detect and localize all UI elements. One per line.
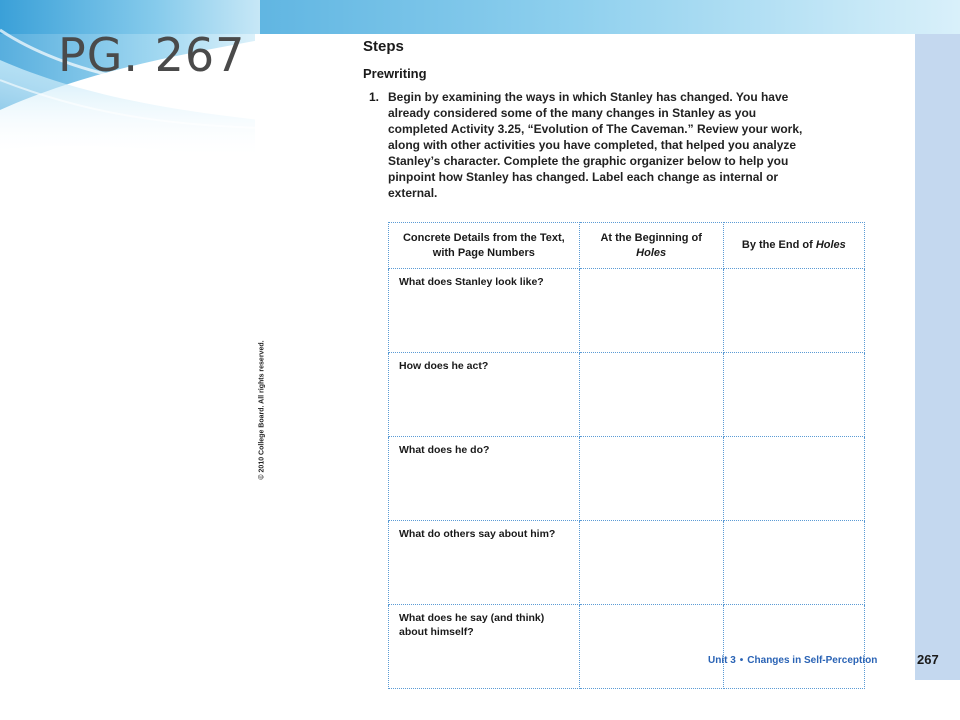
step-number: 1. (369, 90, 380, 104)
prewriting-heading: Prewriting (363, 66, 427, 81)
end-cell (723, 521, 864, 605)
header-end (723, 223, 864, 269)
table-row (389, 437, 865, 521)
page-footer (708, 655, 877, 666)
footer-topic: Changes in Self-Perception (747, 655, 878, 666)
footer-separator: • (739, 655, 744, 666)
question-cell: What do others say about him? (389, 521, 580, 605)
end-cell (723, 605, 864, 689)
beginning-cell (579, 353, 723, 437)
table-row (389, 521, 865, 605)
page-side-bar (915, 34, 960, 680)
copyright-notice: © 2010 College Board. All rights reserved. (258, 340, 266, 480)
beginning-cell (579, 269, 723, 353)
step-instructions: Begin by examining the ways in which Stanley has changed. You have already considered some of the many changes in Stanley as you completed Activity 3.25, “Evolution of The Caveman.” Review your work, along with other activities you have completed, that helped you analyze Stanley’s character. Complete the graphic organizer below to help you pinpoint how Stanley has changed. Label each change as internal or external. (388, 90, 803, 200)
beginning-cell (579, 521, 723, 605)
header-beginning-prefix: At the Beginning of (600, 231, 702, 244)
question-cell: How does he act? (389, 353, 580, 437)
page-number: 267 (917, 652, 939, 667)
beginning-cell (579, 605, 723, 689)
header-end-prefix: By the End of (741, 239, 816, 251)
beginning-cell (579, 437, 723, 521)
question-cell: What does he do? (389, 437, 580, 521)
header-beginning-title: Holes (636, 246, 667, 259)
end-cell (723, 353, 864, 437)
table-row (389, 605, 865, 689)
end-cell (723, 269, 864, 353)
table-row (389, 269, 865, 353)
table-row (389, 353, 865, 437)
table-header-row (389, 223, 865, 269)
slide-title: PG. 267 (58, 28, 246, 82)
end-cell (723, 437, 864, 521)
header-beginning (579, 223, 723, 269)
header-end-title: Holes (815, 239, 846, 251)
footer-unit: Unit 3 (708, 655, 736, 666)
graphic-organizer-table (388, 222, 865, 689)
header-concrete-details: Concrete Details from the Text, with Page Numbers (389, 223, 580, 269)
question-cell: What does Stanley look like? (389, 269, 580, 353)
question-cell: What does he say (and think) about himself? (389, 605, 580, 689)
steps-heading: Steps (363, 38, 404, 55)
